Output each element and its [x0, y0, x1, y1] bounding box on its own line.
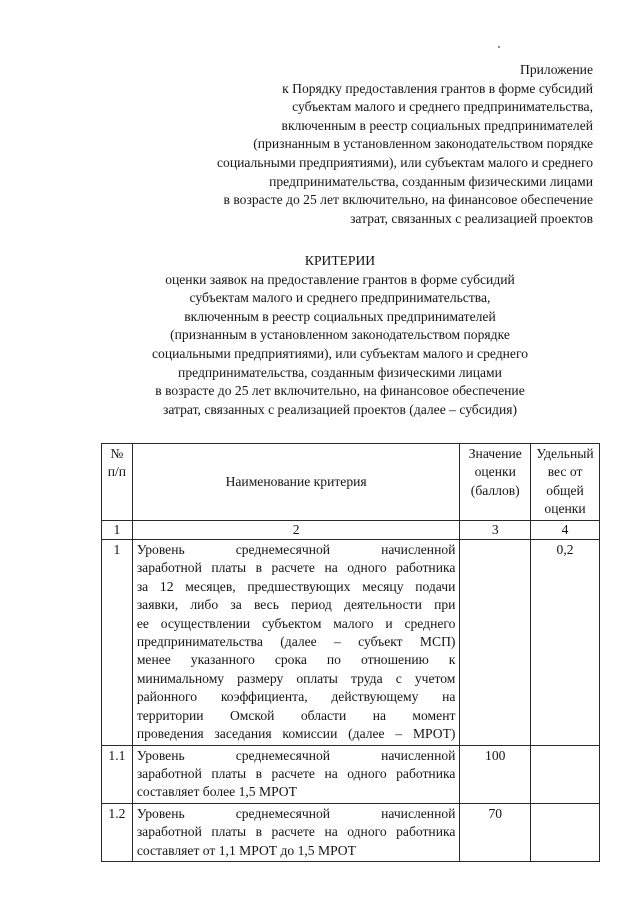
- appendix-line: предпринимательства, созданным физическими лицами: [269, 173, 593, 189]
- criterion-line: заявки, либо за весь период деятельности при: [136, 597, 456, 613]
- table-row: [102, 540, 600, 745]
- appendix-line: к Порядку предоставления грантов в форме субсидий: [282, 80, 593, 96]
- criteria-line: затрат, связанных с реализацией проектов (далее – субсидия): [162, 401, 518, 417]
- appendix-line: затрат, связанных с реализацией проектов: [350, 210, 593, 226]
- appendix-line: включенным в реестр социальных предпринимателей: [281, 117, 593, 133]
- criterion-line: заработной платы в расчете на одного работника: [136, 765, 456, 781]
- criteria-title: КРИТЕРИИ: [304, 253, 376, 268]
- criteria-line: оценки заявок на предоставление грантов в форме субсидий: [165, 271, 515, 287]
- criteria-line: включенным в реестр социальных предпринимателей: [184, 308, 496, 324]
- row-num: 1.1: [102, 745, 133, 803]
- criterion-line: ее осуществлении субъектом малого и среднего: [136, 615, 456, 631]
- criterion-line: заработной платы в расчете на одного работника: [136, 560, 456, 576]
- row-criterion: [132, 540, 460, 745]
- index-cell: 1: [102, 520, 133, 539]
- header-weight-line: оценки: [544, 501, 586, 517]
- appendix-line: субъектам малого и среднего предпринимательства,: [292, 99, 593, 115]
- table-index-row: [102, 520, 600, 539]
- row-criterion: [132, 745, 460, 803]
- row-criterion: [132, 803, 460, 861]
- criterion-line: минимальному размеру оплаты труда с учетом: [136, 670, 456, 686]
- row-weight: [531, 803, 600, 861]
- criterion-line: за 12 месяцев, предшествующих месяцу подачи: [136, 578, 456, 594]
- appendix-header: [113, 61, 593, 228]
- row-score: [460, 540, 531, 745]
- criteria-line: предпринимательства, созданным физическими лицами: [178, 364, 502, 380]
- criterion-line: территории Омской области на момент: [136, 707, 456, 723]
- row-score: 100: [460, 745, 531, 803]
- criterion-line: районного коэффициента, действующему на: [136, 689, 456, 705]
- table-header-row: [102, 444, 600, 521]
- criterion-line: проведения заседания комиссии (далее – МРОТ): [136, 726, 456, 742]
- header-score: [460, 444, 531, 521]
- header-weight: [531, 444, 600, 521]
- row-weight: [531, 745, 600, 803]
- header-score-line: Значение: [468, 446, 522, 461]
- appendix-line: социальными предприятиями), или субъектам малого и среднего: [216, 154, 593, 170]
- header-weight-line: Удельный: [536, 446, 594, 461]
- header-weight-line: общей: [546, 482, 584, 498]
- criterion-line: Уровень среднемесячной начисленной: [136, 542, 456, 558]
- criteria-line: в возрасте до 25 лет включительно, на финансовое обеспечение: [155, 383, 525, 399]
- row-num: 1.2: [102, 803, 133, 861]
- header-num-line: №: [110, 446, 124, 461]
- scan-speck: [498, 46, 500, 48]
- criteria-heading: [92, 252, 588, 419]
- criterion-line: Уровень среднемесячной начисленной: [136, 747, 456, 763]
- criterion-line: предпринимательства (далее – субъект МСП): [136, 634, 456, 650]
- header-score-line: (баллов): [470, 482, 520, 498]
- criteria-line: субъектам малого и среднего предпринимательства,: [189, 290, 491, 306]
- header-weight-line: вес от: [547, 464, 583, 480]
- row-weight: 0,2: [531, 540, 600, 745]
- criterion-line: заработной платы в расчете на одного работника: [136, 824, 456, 840]
- table-row: [102, 803, 600, 861]
- header-num: [102, 444, 133, 521]
- appendix-line: в возрасте до 25 лет включительно, на финансовое обеспечение: [223, 192, 593, 208]
- criteria-line: социальными предприятиями), или субъектам малого и среднего: [151, 345, 528, 361]
- index-cell: 4: [531, 520, 600, 539]
- appendix-line: Приложение: [520, 62, 593, 77]
- appendix-line: (признанным в установленном законодательством порядке: [253, 136, 593, 152]
- criterion-line: менее указанного срока по отношению к: [136, 652, 456, 668]
- index-cell: 3: [460, 520, 531, 539]
- criterion-line: Уровень среднемесячной начисленной: [136, 805, 456, 821]
- header-score-line: оценки: [474, 464, 516, 480]
- criteria-table: [101, 443, 600, 862]
- index-cell: 2: [132, 520, 460, 539]
- criteria-line: (признанным в установленном законодательством порядке: [170, 327, 510, 343]
- criterion-line: составляет более 1,5 МРОТ: [136, 784, 297, 800]
- row-score: 70: [460, 803, 531, 861]
- header-num-line: п/п: [107, 464, 127, 480]
- row-num: 1: [102, 540, 133, 745]
- criterion-line: составляет от 1,1 МРОТ до 1,5 МРОТ: [136, 842, 356, 858]
- header-name: Наименование критерия: [132, 444, 460, 521]
- table-row: [102, 745, 600, 803]
